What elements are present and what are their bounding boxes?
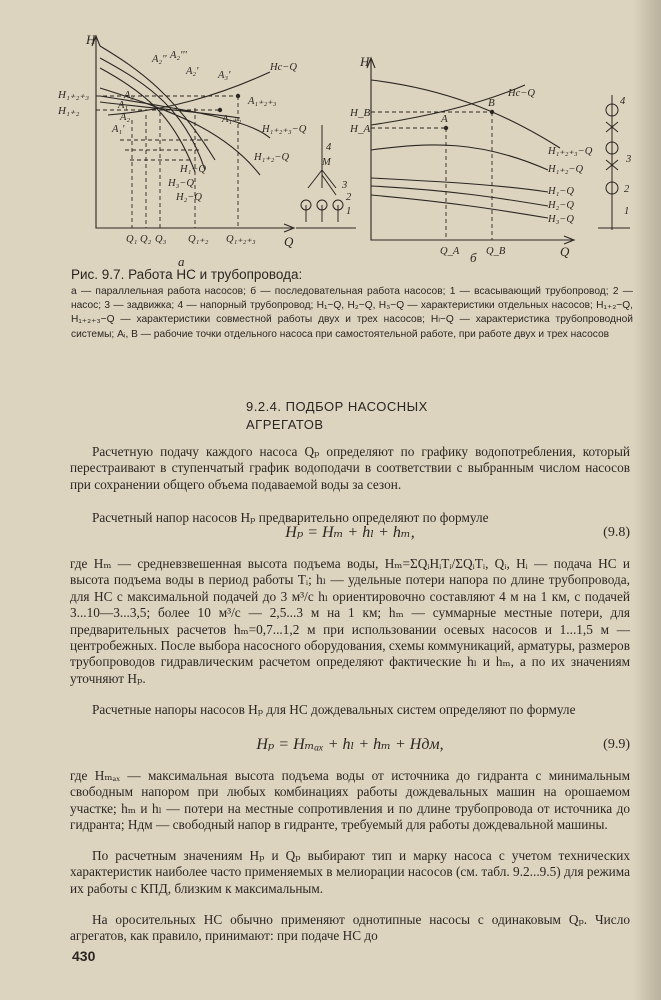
paragraph: Расчетные напоры насосов Hₚ для НС дождевальных систем определяют по формуле [92, 702, 576, 717]
panel-b-level-label: H_B [350, 107, 371, 119]
point-b [490, 110, 494, 114]
formula-expression: Hₚ = Hₘ + hₗ + hₘ, [285, 524, 415, 541]
panel-b-tick-label: Q_A [440, 246, 460, 257]
panel-a-tick-label: Q₃ [155, 234, 167, 245]
formula-9-8 [70, 522, 630, 544]
panel-a-point-label: A₃' [218, 70, 231, 81]
panel-a-tick-label: Q₁₊₂ [188, 234, 209, 245]
panel-a-level-label: H₁₊₂ [58, 105, 80, 117]
panel-b-curve-h12 [371, 145, 548, 170]
panel-b-curve-h1 [371, 178, 548, 192]
paragraph: где Hₘₐₓ — максимальная высота подъема воды от источника до гидранта с минимальным свободным напором при любых комбинациях работы дождевальных машин на орошаемом участке; hₘ и hₗ — потери на местные сопротивления и по длине трубопровода от источника до гидранта; Hдм — свободный напор в гидранте, требуемый для работы дождевальной машины. [70, 768, 630, 833]
panel-a-level-label: H₁₊₂₊₃ [58, 89, 90, 101]
point-a12 [218, 108, 222, 112]
page-number: 430 [72, 948, 96, 964]
paragraph: Расчетный напор насосов Hₚ предварительно определяют по формуле [92, 510, 489, 525]
panel-a-point-label: A₁₊₂ [222, 114, 242, 125]
panel-b-axes [371, 60, 572, 240]
panel-a-point-label: A₃ [124, 90, 135, 101]
panel-b-point-label: A [441, 113, 448, 125]
panel-a-curve-label: H₁₊₂₊₃−Q [262, 124, 307, 135]
figure-graphics [0, 0, 661, 270]
panel-a-curve-label: H₃−Q [168, 178, 194, 189]
panel-b-point-label: B [488, 97, 495, 109]
section-title: 9.2.4. ПОДБОР НАСОСНЫХ АГРЕГАТОВ [246, 399, 428, 432]
panel-a-point-label: A₂''' [170, 50, 187, 61]
panel-a-point-label: A₁₊₂₊₃ [248, 96, 277, 107]
panel-b-scheme-label: 3 [626, 154, 632, 165]
panel-a-curve-label: H₁₊₂−Q [254, 152, 290, 163]
panel-a-scheme-label: 3 [342, 180, 348, 191]
panel-a-curve-label: Hc−Q [270, 62, 297, 73]
paragraph: Расчетную подачу каждого насоса Qₚ определяют по графику водопотребления, который перестраивают в ступенчатый график водоподачи в соответствии с выбранным числом насосов при сохранении общего объема подаваемой воды за сезон. [70, 444, 630, 492]
panel-b-axis-x: Q [560, 244, 570, 259]
panel-b-curve-label: H₁−Q [548, 186, 574, 197]
panel-a-point-label: A₂' [186, 66, 199, 77]
panel-b-scheme-label: 1 [624, 206, 630, 217]
panel-a-tick-label: Q₁ [126, 234, 138, 245]
panel-a-axis-x: Q [284, 234, 294, 249]
panel-b-curve-label: H₁₊₂−Q [548, 164, 584, 175]
panel-a-tick-label: Q₂ [140, 234, 152, 245]
paragraph: На оросительных НС обычно применяют однотипные насосы с одинаковым Qₚ. Число агрегатов, как правило, принимают: при подаче НС до [70, 912, 630, 944]
panel-a-curve-label: H₂−Q [176, 192, 202, 203]
panel-a-point-label: A₁' [112, 124, 125, 135]
panel-b-scheme-label: 2 [624, 184, 630, 195]
panel-b-curve-h3 [371, 195, 548, 218]
figure-9-7 [0, 0, 661, 270]
formula-9-9 [70, 734, 630, 756]
figure-caption: Рис. 9.7. Работа НС и трубопровода: [71, 267, 303, 282]
panel-a-axis-y: H [86, 32, 96, 47]
point-a [444, 126, 448, 130]
panel-a-curve-h3 [100, 68, 195, 172]
paragraph: где Hₘ — средневзвешенная высота подъема воды, Hₘ=ΣQᵢHᵢTᵢ/ΣQᵢTᵢ, Qᵢ, Hᵢ — подача НС и высота подъема воды в период работы Tᵢ; hₗ — удельные потери напора по длине трубопровода, для НС с максимальной подачей до 3 м³/с hₗ ориентировочно составляют 4 м на 1 км, с подачей 3...10—3...3,5; более 10 м³/с — 2,5...3 м на 1 км; hₘ — суммарные местные потери, для предварительных расчетов hₘ=0,7...1,2 м при использовании осевых насосов и 1...1,5 м — центробежных. После выбора насосного оборудования, схемы коммуникаций, арматуры, размеров трубопроводов гидравлическим расчетом определяют фактические hₗ и hₘ, а по их значениям уточняют Hₚ. [70, 556, 630, 686]
panel-b-scheme-label: 4 [620, 96, 626, 107]
panel-a-tick-label: Q₁₊₂₊₃ [226, 234, 256, 245]
formula-number: (9.8) [603, 525, 630, 540]
panel-b-curve-label: Hc−Q [508, 88, 535, 99]
panel-a-scheme-label: 1 [346, 206, 352, 217]
panel-a-scheme-label: 2 [346, 192, 352, 203]
panel-a-scheme-label: M [322, 157, 331, 168]
paragraph: По расчетным значениям Hₚ и Qₚ выбирают тип и марку насоса с учетом технических характеристик наиболее часто применяемых в мелиорации насосов (см. табл. 9.2...9.5) для режима их работы с КПД, близким к максимальным. [70, 848, 630, 896]
panel-b-tick-label: Q_B [486, 246, 506, 257]
panel-b-curve-hc [371, 85, 525, 125]
figure-legend: а — параллельная работа насосов; б — последовательная работа насосов; 1 — всасывающий трубопровод; 2 — насос; 3 — задвижка; 4 — напорный трубопровод; H₁−Q, H₂−Q, H₃−Q — характеристики отдельных насосов; H₁₊₂−Q, H₁₊₂₊₃−Q — характеристики совместной работы двух и трех насосов; Hₗ−Q — характеристика трубопроводной системы; Aᵢ, B — рабочие точки отдельного насоса при самостоятельной работе, при работе двух и трех насосов [71, 286, 633, 340]
panel-a-point-label: A₁ [118, 100, 129, 111]
panel-a-scheme-label: 4 [326, 142, 332, 153]
panel-b-level-label: H_A [350, 123, 371, 135]
panel-a-curve-label: H₁−Q [180, 164, 206, 175]
panel-b-sublabel: б [470, 250, 477, 265]
formula-expression: Hₚ = Hₘₐₓ + hₗ + hₘ + Hдм, [256, 736, 444, 753]
point-a123 [236, 94, 240, 98]
panel-a-sublabel: а [178, 254, 185, 269]
formula-number: (9.9) [603, 737, 630, 752]
panel-b-curve-label: H₃−Q [548, 214, 574, 225]
panel-b-axis-y: H [360, 54, 370, 69]
panel-a-point-label: A₂ [120, 112, 131, 123]
panel-a-point-label: A₂'' [152, 54, 167, 65]
panel-b-curve-label: H₁₊₂₊₃−Q [548, 146, 593, 157]
panel-b-curve-label: H₂−Q [548, 200, 574, 211]
